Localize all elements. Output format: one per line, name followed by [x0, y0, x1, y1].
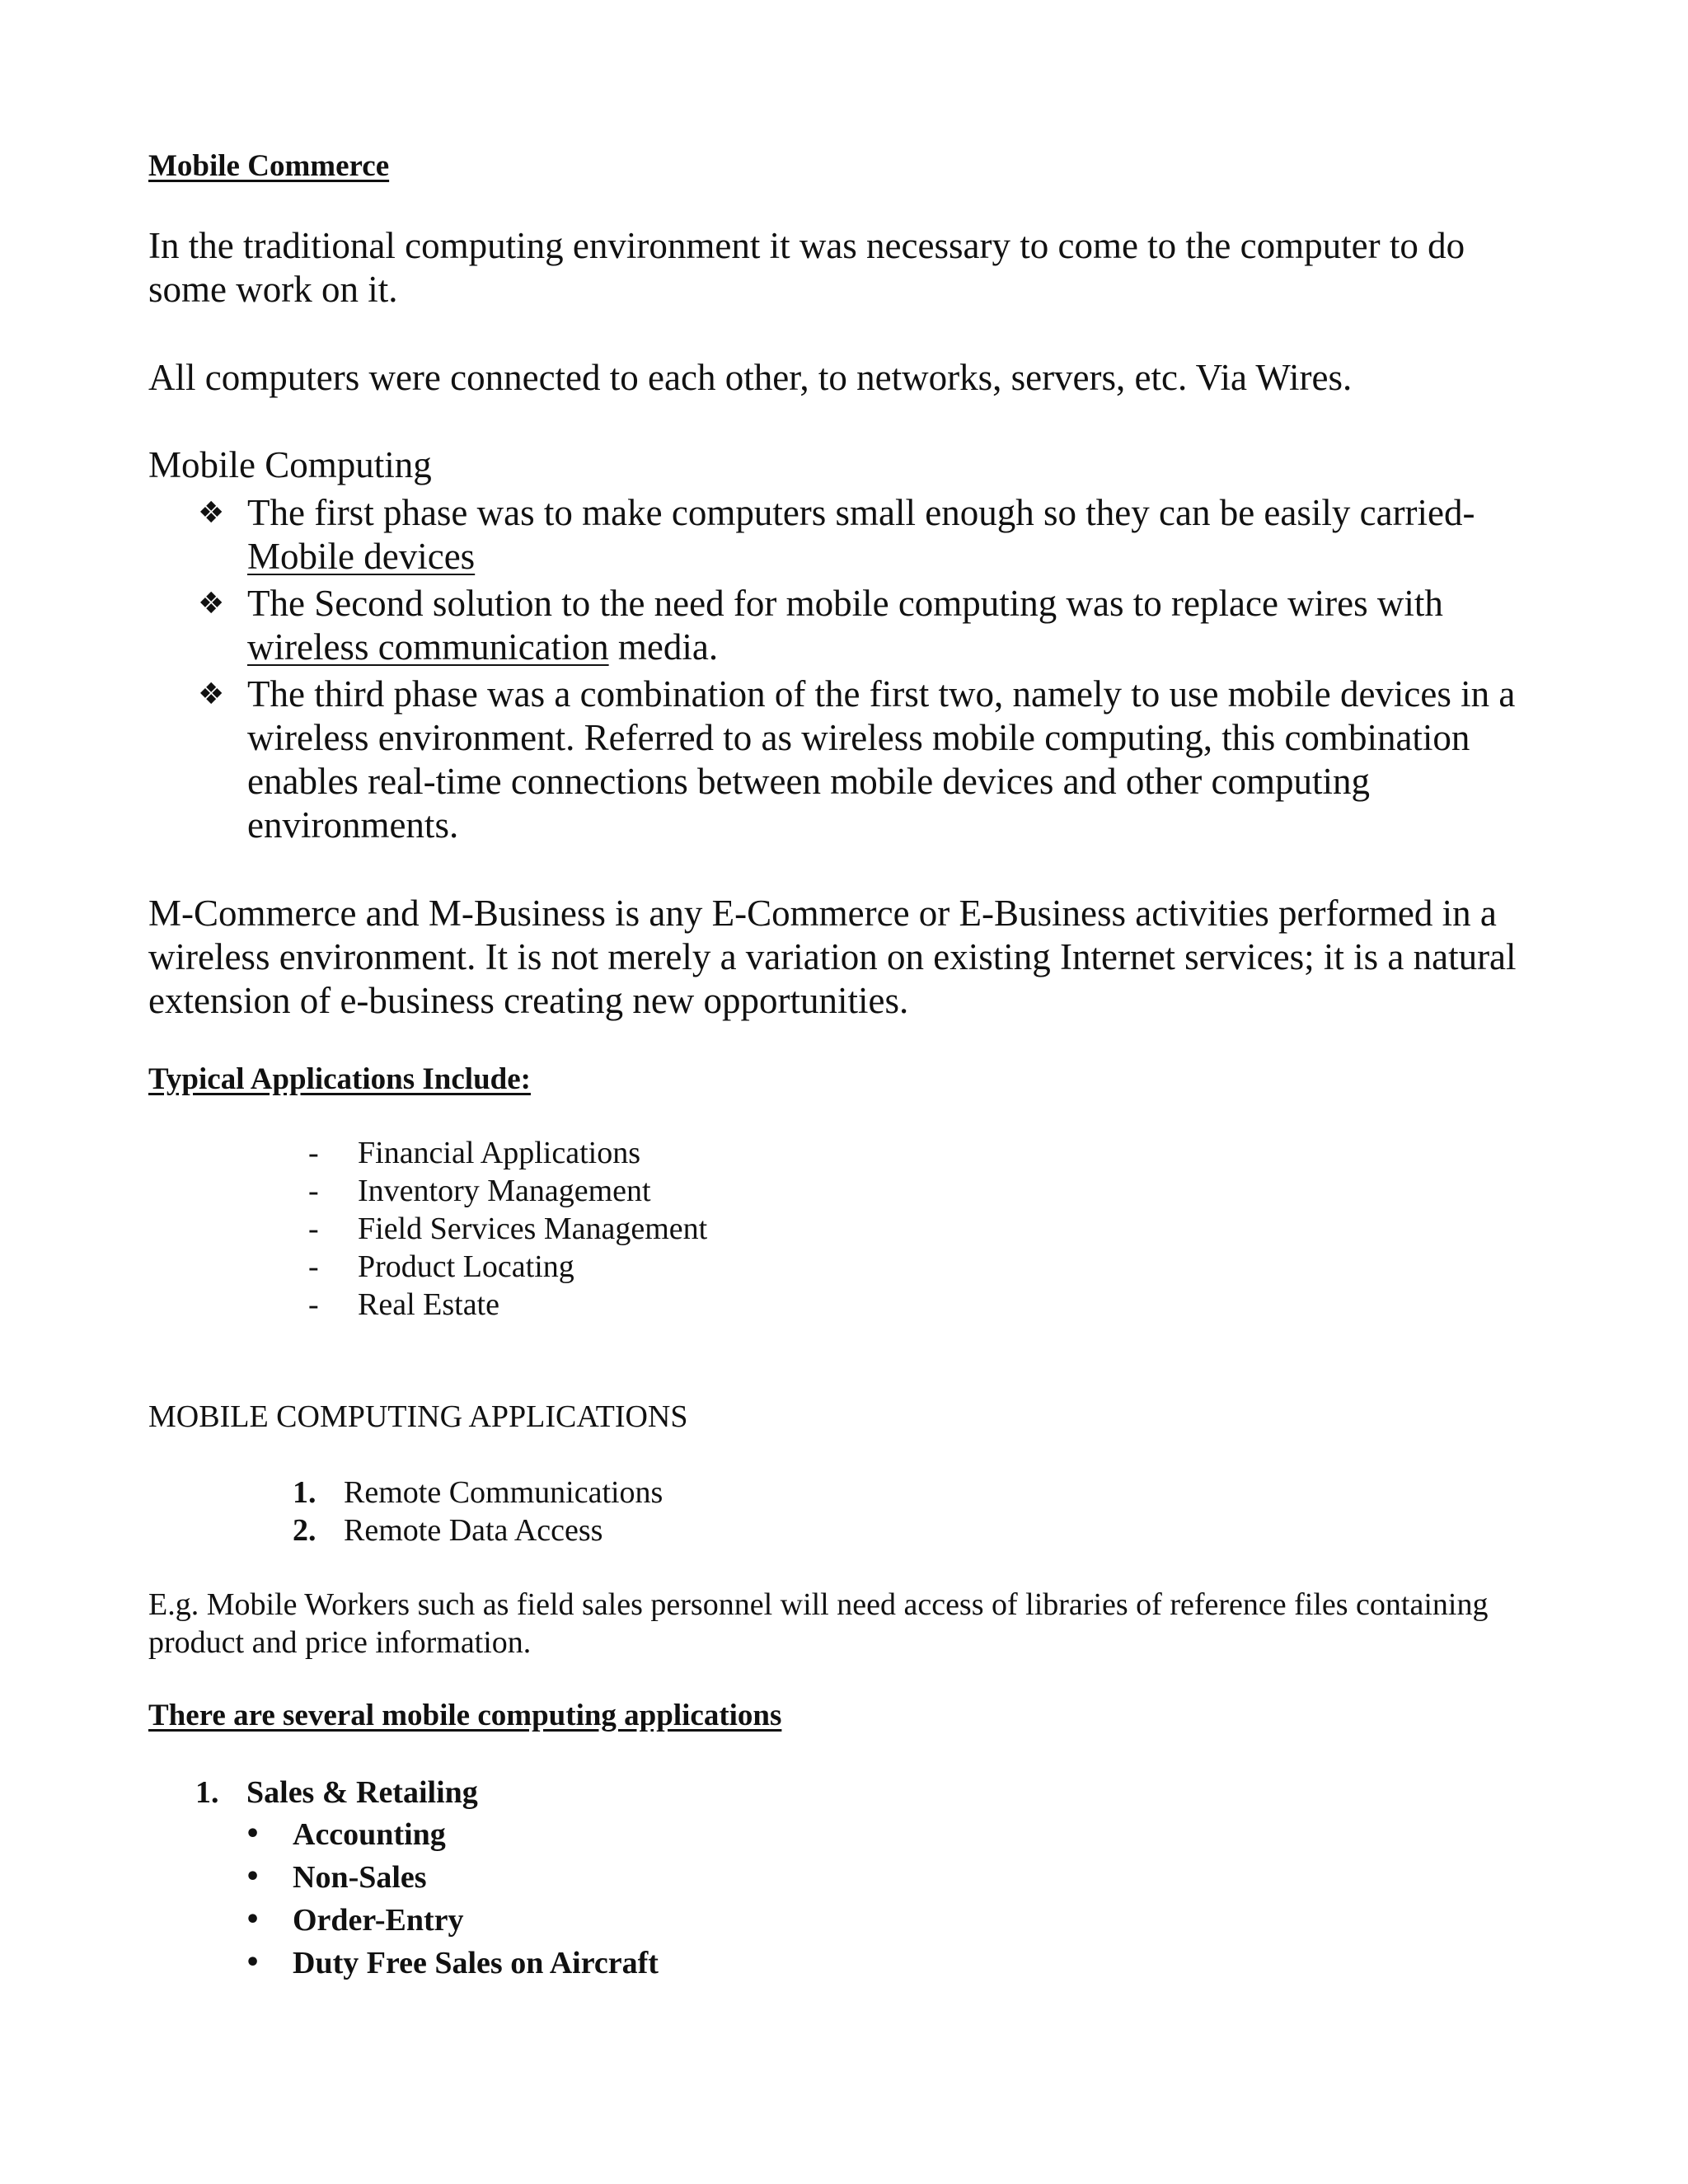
sub-list-item-label: Non-Sales: [293, 1860, 427, 1895]
dash-marker: -: [308, 1287, 319, 1322]
mobile-computing-applications-heading: MOBILE COMPUTING APPLICATIONS: [148, 1399, 688, 1434]
phase-text: The Second solution to the need for mobile computing was to replace wires with: [247, 583, 1443, 624]
list-item-label: Sales & Retailing: [246, 1775, 478, 1810]
list-item: [198, 673, 1566, 847]
applications-list: [195, 1772, 659, 1985]
sub-list-item-label: Accounting: [293, 1817, 446, 1852]
sub-list: [195, 1813, 659, 1985]
sub-list-item-label: Duty Free Sales on Aircraft: [293, 1946, 659, 1980]
several-applications-heading: There are several mobile computing applications: [148, 1699, 782, 1732]
phases-list: [198, 491, 1566, 851]
list-item: [198, 582, 1566, 669]
list-item: [195, 1772, 659, 1985]
phase-text: The first phase was to make computers small enough so they can be easily carried-: [247, 492, 1475, 533]
sub-list-item: [195, 1856, 659, 1899]
bullet-dot-icon: •: [245, 1820, 261, 1849]
list-item-label: Inventory Management: [358, 1174, 651, 1208]
typical-applications-list: [305, 1134, 707, 1324]
list-item-label: Real Estate: [358, 1287, 499, 1322]
list-item-label: Financial Applications: [358, 1136, 641, 1170]
list-item: [305, 1134, 707, 1172]
diamond-bullet-icon: ❖: [198, 677, 225, 711]
underlined-term: Mobile devices: [247, 536, 476, 577]
list-item-label: Remote Communications: [344, 1475, 663, 1510]
list-item: [305, 1172, 707, 1210]
item-number: 1.: [293, 1475, 316, 1510]
diamond-bullet-icon: ❖: [198, 587, 225, 621]
list-item-label: Product Locating: [358, 1249, 574, 1284]
list-item: [198, 491, 1566, 579]
item-number: 2.: [293, 1513, 316, 1548]
sub-list-item: [195, 1942, 659, 1985]
underlined-term: wireless communication: [247, 626, 609, 668]
phase-text-after: media.: [608, 626, 719, 668]
sub-list-item: [195, 1899, 659, 1942]
mbusiness-paragraph: M-Commerce and M-Business is any E-Commerce or E-Business activities performed in a wireless environment. It is not merely a variation on existing Internet services; it is a natural extension of e-business creating new opportunities.: [148, 893, 1517, 1021]
list-item: [293, 1511, 663, 1549]
dash-marker: -: [308, 1212, 319, 1246]
list-item: [305, 1210, 707, 1248]
example-paragraph: E.g. Mobile Workers such as field sales personnel will need access of libraries of reference files containing product and price information.: [148, 1587, 1489, 1660]
intro-paragraph-1: In the traditional computing environment it was necessary to come to the computer to do some work on it.: [148, 225, 1465, 310]
sub-list-item: [195, 1813, 659, 1856]
bullet-dot-icon: •: [245, 1948, 261, 1977]
typical-applications-heading: Typical Applications Include:: [148, 1062, 531, 1096]
intro-paragraph-2: All computers were connected to each other, to networks, servers, etc. Via Wires.: [148, 357, 1353, 398]
page-title: Mobile Commerce: [148, 149, 390, 183]
list-item-label: Field Services Management: [358, 1212, 708, 1246]
phase-text: The third phase was a combination of the first two, namely to use mobile devices in a wireless environment. Referred to as wireless mobile computing, this combination enables real-time connections between mobile devices and other computing environments.: [247, 673, 1516, 846]
bullet-dot-icon: •: [245, 1863, 261, 1891]
mobile-computing-applications-list: [293, 1474, 663, 1549]
list-item: [305, 1248, 707, 1286]
mobile-computing-heading: Mobile Computing: [148, 444, 432, 485]
dash-marker: -: [308, 1174, 319, 1208]
item-number: 1.: [195, 1775, 219, 1810]
bullet-dot-icon: •: [245, 1905, 261, 1934]
list-item: [293, 1474, 663, 1511]
sub-list-item-label: Order-Entry: [293, 1903, 464, 1938]
dash-marker: -: [308, 1136, 319, 1170]
dash-marker: -: [308, 1249, 319, 1284]
list-item-label: Remote Data Access: [344, 1513, 603, 1548]
list-item: [305, 1286, 707, 1324]
diamond-bullet-icon: ❖: [198, 496, 225, 530]
